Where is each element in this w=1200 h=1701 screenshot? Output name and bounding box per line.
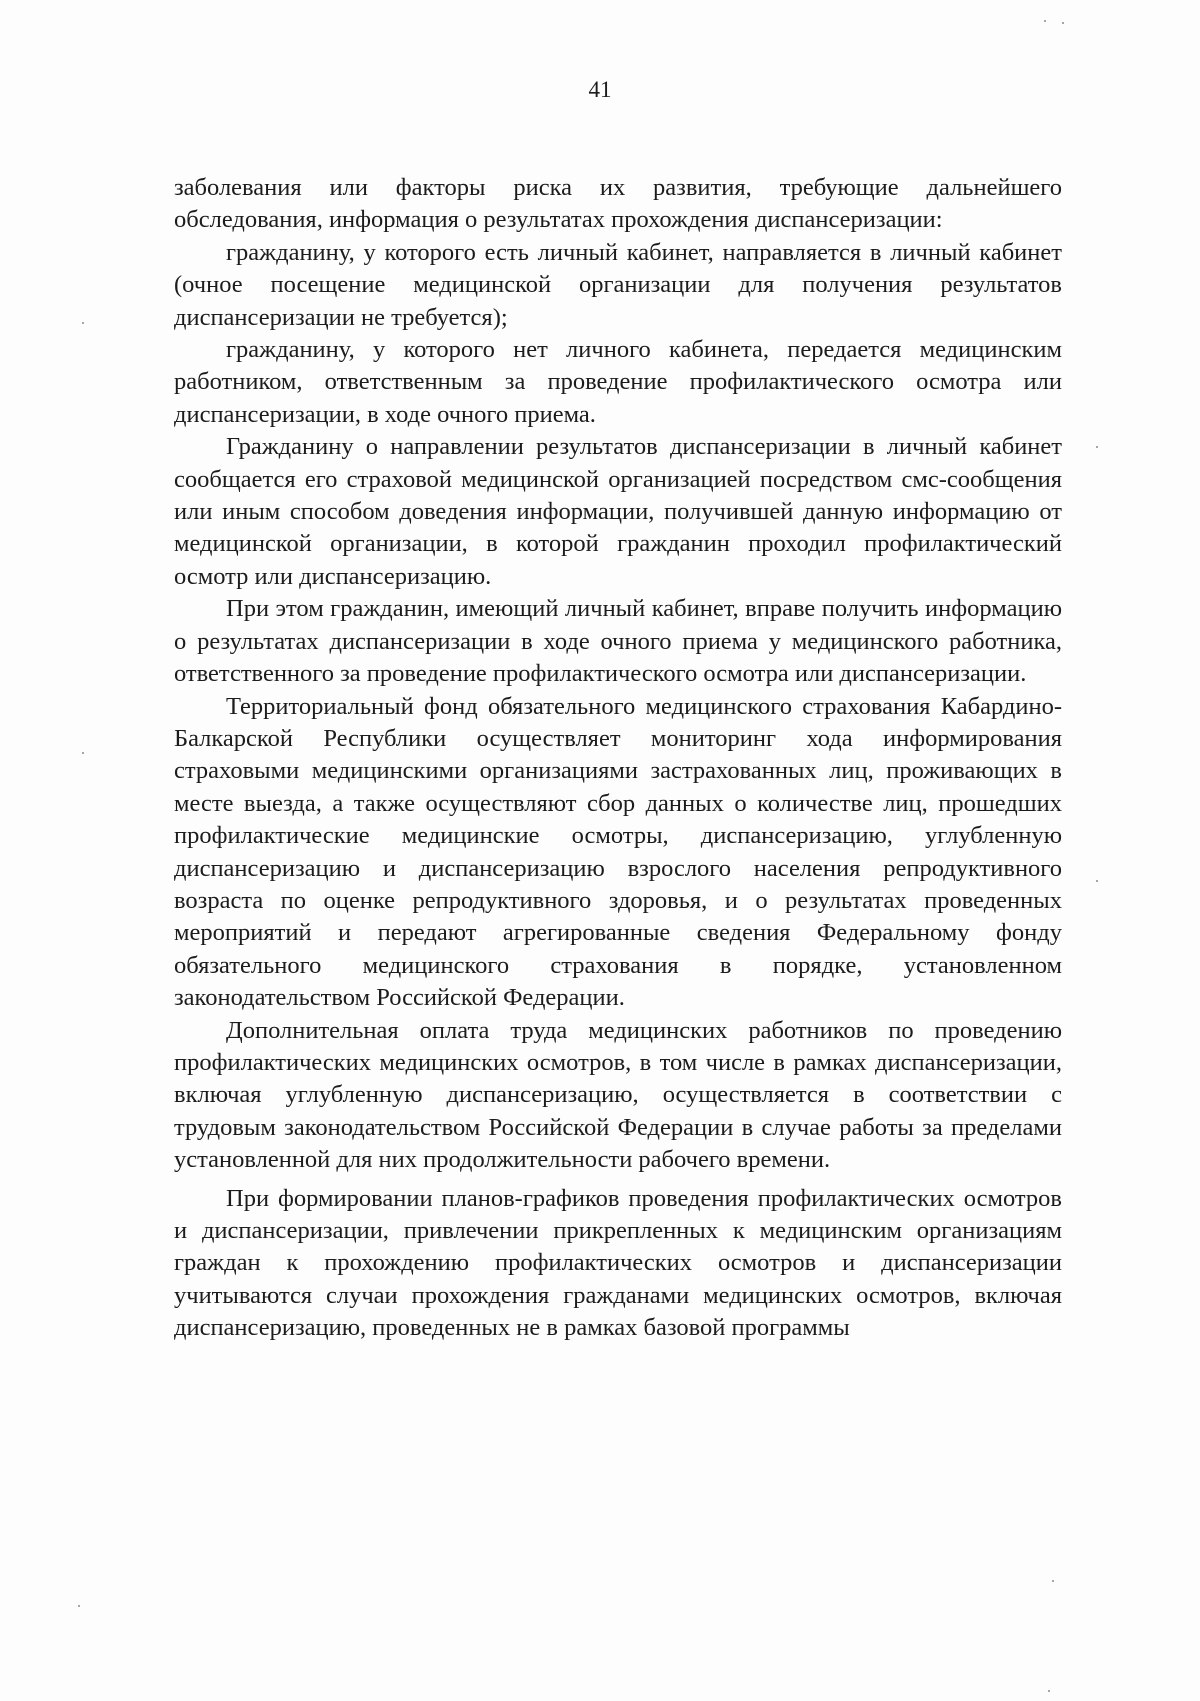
paragraph-1: заболевания или факторы риска их развития, требующие дальнейшего обследования, информация о результатах прохождения диспансеризации: [174,174,1062,234]
paragraph-4: Гражданину о направлении результатов диспансеризации в личный кабинет сообщается его страховой медицинской организацией посредством смс-сообщения или иным способом доведения информации, получившей данную информацию от медицинской организации, в которой гражданин проходил профилактический осмотр или диспансеризацию. [174,433,1062,590]
page-number: 41 [588,77,612,102]
scan-speck [78,1605,80,1607]
scan-speck [1044,20,1046,22]
scan-speck [82,322,84,324]
document-body [174,172,1062,1345]
paragraph-8: При формировании планов-графиков проведения профилактических осмотров и диспансеризации, привлечении прикрепленных к медицинским организациям граждан к прохождению профилактических осмотров и диспансеризации учитываются случаи прохождения гражданами медицинских осмотров, включая диспансеризацию, проведенных не в рамках базовой программы [174,1184,1062,1342]
scan-speck [1096,446,1098,448]
paragraph-7: Дополнительная оплата труда медицинских работников по проведению профилактических медицинских осмотров, в том числе в рамках диспансеризации, включая углубленную диспансеризацию, осуществляется в соответствии с трудовым законодательством Российской Федерации в случае работы за пределами установленной для них продолжительности рабочего времени. [174,1016,1062,1174]
paragraph-2: гражданину, у которого есть личный кабинет, направляется в личный кабинет (очное посещение медицинской организации для получения результатов диспансеризации не требуется); [174,238,1062,331]
scan-speck [1062,22,1064,24]
scan-speck [1052,1580,1054,1582]
scan-speck [1048,1690,1050,1692]
paragraph-5: При этом гражданин, имеющий личный кабинет, вправе получить информацию о результатах диспансеризации в ходе очного приема у медицинского работника, ответственного за проведение профилактического осмотра или диспансеризации. [174,595,1062,688]
paragraph-3: гражданину, у которого нет личного кабинета, передается медицинским работником, ответственным за проведение профилактического осмотра или диспансеризации, в ходе очного приема. [174,336,1062,428]
scan-speck [82,752,84,754]
scan-speck [1096,880,1098,882]
paragraph-6: Территориальный фонд обязательного медицинского страхования Кабардино-Балкарской Республики осуществляет мониторинг хода информирования страховыми медицинскими организациями застрахованных лиц, проживающих в месте выезда, а также осуществляют сбор данных о количестве лиц, прошедших профилактические медицинские осмотры, диспансеризацию, углубленную диспансеризацию и диспансеризацию взрослого населения репродуктивного возраста по оценке репродуктивного здоровья, и о результатах проведенных мероприятий и передают агрегированные сведения Федеральному фонду обязательного медицинского страхования в порядке, установленном законодательством Российской Федерации. [174,692,1062,1012]
